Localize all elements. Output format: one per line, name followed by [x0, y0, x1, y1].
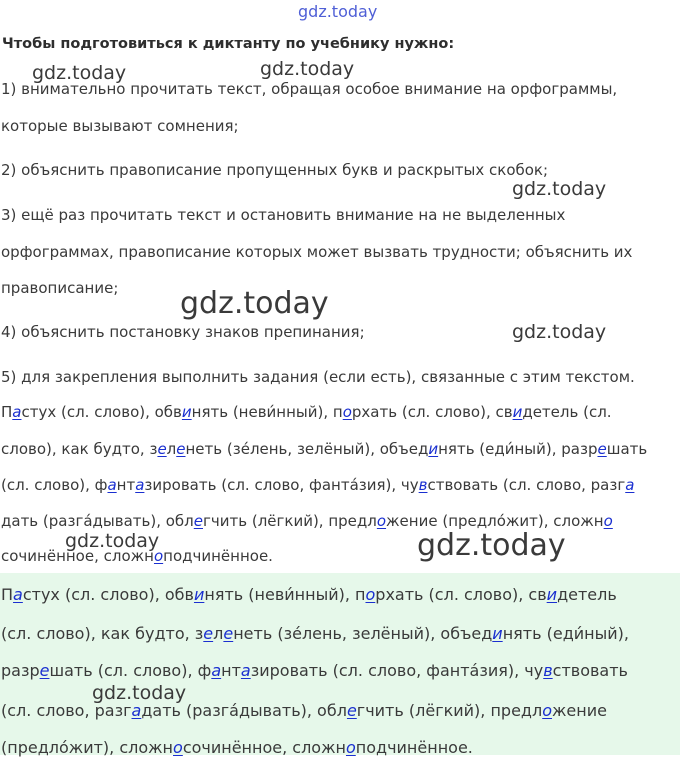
text-segment: нять (еди́ный), разр	[438, 440, 598, 458]
example-line	[1, 440, 647, 458]
text-segment: (сл. слово, разг	[1, 701, 132, 720]
text-segment: стух (сл. слово), обв	[22, 585, 194, 604]
watermark: gdz.today	[65, 530, 160, 552]
text-segment: П	[1, 585, 14, 604]
text-segment: (сл. слово), ф	[1, 476, 108, 494]
highlighted-letter: о	[345, 738, 356, 757]
text-segment: нять (неви́нный), п	[191, 403, 343, 421]
text-segment: неть (зе́лень, зелёный), объед	[233, 624, 493, 643]
step-line: 1) внимательно прочитать текст, обращая особое внимание на орфограммы,	[1, 80, 618, 98]
text-segment: разр	[1, 661, 40, 680]
highlighted-letter: в	[543, 661, 553, 680]
text-segment: нт	[221, 661, 241, 680]
text-segment: детель (сл.	[522, 403, 612, 421]
highlighted-letter: и	[546, 585, 558, 604]
highlighted-letter: а	[12, 403, 22, 421]
highlighted-letter: о	[342, 403, 352, 421]
highlighted-letter: е	[193, 512, 203, 530]
highlighted-letter: о	[376, 512, 387, 530]
highlighted-letter: о	[153, 547, 164, 565]
step-line: 4) объяснить постановку знаков препинания;	[1, 323, 365, 341]
text-segment: рхать (сл. слово), св	[375, 585, 547, 604]
text-segment: ствовать (сл. слово, разг	[427, 476, 626, 494]
text-segment: (предло́жит), сложн	[1, 738, 174, 757]
text-segment: детель	[557, 585, 617, 604]
text-segment: гчить (лёгкий), предл	[203, 512, 377, 530]
text-segment: П	[1, 403, 13, 421]
highlighted-letter: а	[13, 585, 23, 604]
highlighted-letter: е	[39, 661, 50, 680]
text-segment: шать	[606, 440, 648, 458]
step-line: 2) объяснить правописание пропущенных букв и раскрытых скобок;	[1, 161, 549, 179]
example-line	[1, 403, 612, 421]
text-segment: нт	[116, 476, 136, 494]
text-segment: сочинённое, сложн	[182, 738, 346, 757]
highlighted-letter: е	[597, 440, 607, 458]
highlighted-letter: а	[211, 661, 222, 680]
answer-line	[1, 738, 473, 757]
step-line: 3) ещё раз прочитать текст и остановить внимание на не выделенных	[1, 206, 566, 224]
text-segment: подчинённое.	[163, 547, 273, 565]
text-segment: (сл. слово), как будто, з	[1, 624, 204, 643]
text-segment: жение (предло́жит), сложн	[386, 512, 604, 530]
highlighted-letter: о	[603, 512, 613, 530]
highlighted-letter: а	[131, 701, 142, 720]
highlighted-letter: а	[625, 476, 635, 494]
example-line	[1, 476, 634, 494]
watermark: gdz.today	[260, 58, 355, 80]
highlighted-letter: в	[418, 476, 428, 494]
text-segment: слово), как будто, з	[1, 440, 158, 458]
watermark: gdz.today	[512, 178, 607, 200]
highlighted-letter: е	[176, 440, 186, 458]
text-segment: дать (разга́дывать), обл	[141, 701, 347, 720]
text-segment: гчить (лёгкий), предл	[356, 701, 543, 720]
text-segment: л	[213, 624, 224, 643]
highlighted-letter: е	[203, 624, 214, 643]
highlighted-letter: е	[223, 624, 234, 643]
highlighted-letter: о	[173, 738, 183, 757]
highlighted-letter: и	[428, 440, 439, 458]
text-segment: л	[166, 440, 177, 458]
step-line: правописание;	[1, 279, 119, 297]
watermark-top: gdz.today	[298, 2, 378, 21]
watermark-large: gdz.today	[180, 286, 329, 321]
text-segment: нять (еди́ный),	[502, 624, 629, 643]
watermark: gdz.today	[32, 62, 127, 84]
text-segment: рхать (сл. слово), св	[351, 403, 513, 421]
watermark: gdz.today	[512, 321, 607, 343]
highlighted-letter: и	[193, 585, 205, 604]
highlighted-letter: е	[157, 440, 167, 458]
highlighted-letter: о	[365, 585, 376, 604]
watermark-large: gdz.today	[417, 528, 566, 563]
highlighted-letter: а	[107, 476, 117, 494]
text-segment: подчинённое.	[355, 738, 473, 757]
step-line: орфограммах, правописание которых может вызвать трудности; объяснить их	[1, 243, 633, 261]
text-segment: нять (неви́нный), п	[204, 585, 366, 604]
text-segment: зировать (сл. слово, фантáзия), чу	[250, 661, 544, 680]
highlighted-letter: а	[240, 661, 251, 680]
highlighted-letter: о	[542, 701, 553, 720]
highlighted-letter: и	[512, 403, 523, 421]
text-segment: неть (зе́лень, зелёный), объед	[185, 440, 429, 458]
step-line: которые вызывают сомнения;	[1, 117, 239, 135]
text-segment: жение	[552, 701, 607, 720]
instructions-heading: Чтобы подготовиться к диктанту по учебнику нужно:	[2, 36, 455, 52]
text-segment: дать (разга́дывать), обл	[1, 512, 194, 530]
highlighted-letter: и	[181, 403, 192, 421]
text-segment: стух (сл. слово), обв	[21, 403, 182, 421]
watermark: gdz.today	[92, 682, 187, 704]
text-segment: ствовать	[552, 661, 628, 680]
answer-line	[1, 624, 629, 643]
text-segment: шать (сл. слово), ф	[49, 661, 212, 680]
step-line: 5) для закрепления выполнить задания (если есть), связанные с этим текстом.	[1, 368, 635, 386]
highlighted-letter: а	[135, 476, 145, 494]
highlighted-letter: и	[492, 624, 503, 643]
highlighted-letter: е	[346, 701, 357, 720]
answer-line	[1, 585, 617, 604]
text-segment: сочинённое, сложн	[1, 547, 154, 565]
answer-line	[1, 661, 628, 680]
text-segment: зировать (сл. слово, фантáзия), чу	[144, 476, 419, 494]
